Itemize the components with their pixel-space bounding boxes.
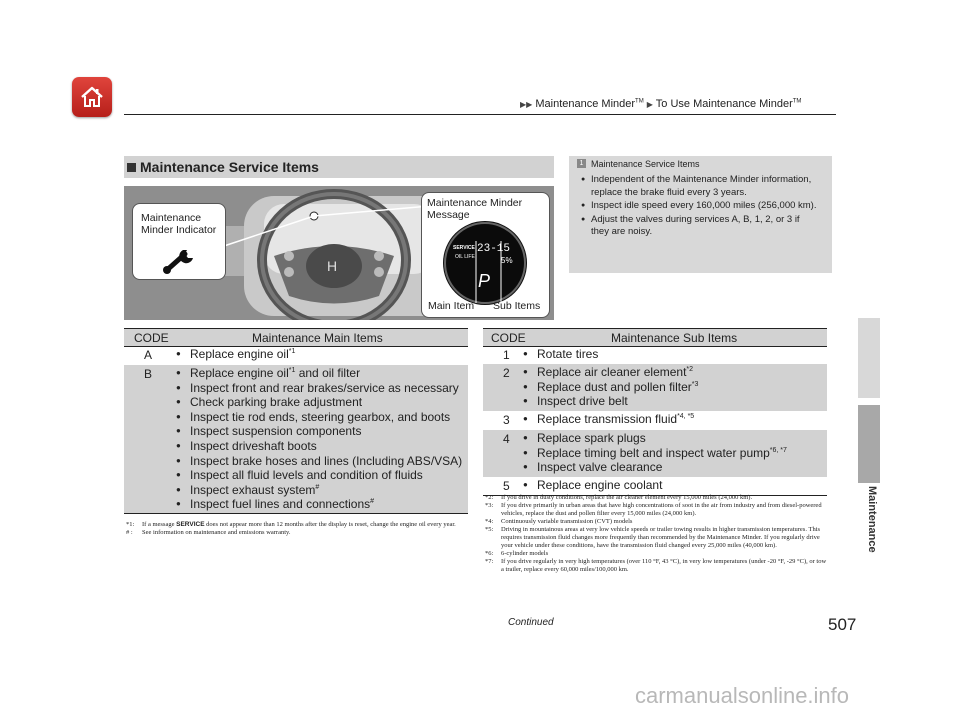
side-tab-label[interactable]: Maintenance (866, 486, 878, 553)
display-screen (443, 221, 527, 305)
list-item: ● Inspect fuel lines and connections# (176, 497, 462, 512)
display-oillife-text: OIL LIFE (455, 254, 475, 260)
table-row (124, 346, 468, 365)
table-row (483, 430, 827, 477)
table-row (483, 411, 827, 430)
square-bullet-icon (127, 163, 136, 172)
list-item: ● Replace air cleaner element$^{*2}$ (523, 365, 698, 380)
info-item: ● Independent of the Maintenance Minder information, replace the brake fluid every 3 years. (581, 174, 819, 199)
sub-table-header (483, 328, 827, 347)
callout-label-right: Maintenance Minder Message (427, 197, 523, 221)
continued-label: Continued (508, 617, 554, 628)
list-item: ● Inspect brake hoses and lines (Including ABS/VSA) (176, 454, 462, 469)
main-item-label: Main Item (428, 300, 475, 312)
row-items (523, 478, 662, 493)
main-table-header (124, 328, 468, 347)
note-tag: 1 (577, 159, 586, 168)
row-items (523, 431, 787, 475)
maintenance-minder-indicator-callout (132, 203, 226, 280)
row-items (176, 347, 295, 362)
info-title: Maintenance Service Items (591, 159, 700, 169)
instrument-display (443, 221, 527, 305)
svg-text:H: H (327, 258, 338, 274)
list-item: ● Inspect suspension components (176, 424, 462, 439)
header-rule (124, 114, 836, 115)
info-item: ● Adjust the valves during services A, B, 1, 2, or 3 if they are noisy. (581, 214, 819, 239)
row-code: 1 (503, 348, 510, 362)
row-items (523, 365, 698, 409)
info-list (581, 174, 819, 240)
footnote: *3: If you drive primarily in urban areas that have high concentrations of soot in the air from industry and from diesel-powered vehicles, replace the dust and pollen filter every 15,000 miles (24,000 km). (485, 502, 822, 517)
footnote: *6: 6-cylinder models (485, 550, 549, 557)
list-item: ● Replace engine oil$^{*1}$ and oil filter (176, 366, 462, 381)
sub-items-table (483, 328, 827, 493)
sub-footnotes (485, 494, 827, 574)
list-item: ● Replace dust and pollen filter$^{*3}$ (523, 380, 698, 395)
callout-label-left: Maintenance Minder Indicator (141, 212, 217, 236)
list-item: ● Replace timing belt and inspect water pump$^{*6, *7}$ (523, 446, 787, 461)
footnote: # : See information on maintenance and emissions warranty. (126, 529, 291, 536)
watermark: carmanualsonline.info (635, 683, 850, 708)
footnote: *4: Continuously variable transmission (CVT) models (485, 518, 633, 525)
footnote: *5: Driving in mountainous areas at very low vehicle speeds or trailer towing results in higher transmission temperatures. This requires transmission fluid changes more frequently than recommended by the Maintenance Minder. If you regularly drive your vehicle under these conditions, have the transmission fluid changed every 25,000 miles (40,000 km). (485, 526, 821, 549)
col-code: CODE (491, 331, 526, 345)
side-tab-label-wrap (866, 486, 880, 586)
row-code: A (144, 348, 153, 362)
col-main-items: Maintenance Main Items (252, 331, 383, 345)
row-code: 5 (503, 479, 510, 493)
footnote: *2: If you drive in dusty conditions, replace the air cleaner element every 15,000 miles (24,000 km). (485, 494, 753, 501)
list-item: ● Inspect exhaust system# (176, 483, 462, 498)
list-item: ● Check parking brake adjustment (176, 395, 462, 410)
info-item: ● Inspect idle speed every 160,000 miles (256,000 km). (581, 200, 819, 213)
wrench-icon (163, 244, 199, 274)
main-items-table (124, 328, 468, 513)
sub-items-label: Sub Items (493, 300, 541, 312)
info-panel (569, 156, 832, 273)
row-code: 2 (503, 366, 510, 380)
home-icon (79, 84, 105, 110)
display-pct-text: 5% (501, 256, 513, 265)
list-item: ● Inspect drive belt (523, 394, 698, 409)
breadcrumb-to-use[interactable]: To Use Maintenance Minder (655, 98, 793, 110)
list-item: ● Inspect front and rear brakes/service as necessary (176, 381, 462, 396)
display-service-text: SERVICE (453, 245, 475, 251)
list-item: ● Replace engine oil$^{*1}$ (176, 347, 295, 362)
trademark: TM (792, 98, 802, 105)
page-number: 507 (828, 615, 857, 634)
side-tab-active[interactable] (858, 405, 880, 483)
footnote: *7: If you drive regularly in very high temperatures (over 110 °F, 43 °C), in very low temperatures (under -20 °F, -29 °C), or tow a trailer, replace every 60,000 miles/100,000 km. (485, 558, 827, 573)
breadcrumb-arrow-icon: ▶ (646, 100, 653, 109)
col-code: CODE (134, 331, 169, 345)
list-item: ● Replace spark plugs (523, 431, 787, 446)
display-gear-text: P (478, 271, 491, 291)
table-row (124, 365, 468, 514)
list-item: ● Inspect valve clearance (523, 460, 787, 475)
main-footnotes (126, 521, 466, 537)
list-item: ● Inspect all fluid levels and condition of fluids (176, 468, 462, 483)
trademark: TM (635, 98, 644, 105)
section-header (124, 156, 554, 178)
row-items (523, 347, 598, 362)
list-item: ● Inspect driveshaft boots (176, 439, 462, 454)
row-code: 4 (503, 432, 510, 446)
table-row (483, 364, 827, 411)
row-code: B (144, 367, 153, 381)
row-code: 3 (503, 413, 510, 427)
breadcrumb (520, 98, 801, 110)
home-button[interactable] (72, 77, 112, 117)
list-item: ● Inspect tie rod ends, steering gearbox, and boots (176, 410, 462, 425)
breadcrumb-maintenance-minder[interactable]: Maintenance Minder (535, 98, 636, 110)
col-sub-items: Maintenance Sub Items (611, 331, 738, 345)
row-items (523, 412, 694, 427)
list-item: ● Replace engine coolant (523, 478, 662, 493)
footnote: *1: If a message SERVICE does not appear more than 12 months after the display is reset, change the engine oil every year. (126, 521, 456, 528)
display-code-text: 23-15 (477, 243, 511, 255)
section-title: Maintenance Service Items (140, 159, 319, 175)
side-tab-upper (858, 318, 880, 398)
table-row (483, 346, 827, 364)
breadcrumb-arrow-icon: ▶▶ (520, 100, 533, 109)
row-items (176, 366, 462, 512)
list-item: ● Rotate tires (523, 347, 598, 362)
list-item: ● Replace transmission fluid$^{*4, *5}$ (523, 412, 694, 427)
